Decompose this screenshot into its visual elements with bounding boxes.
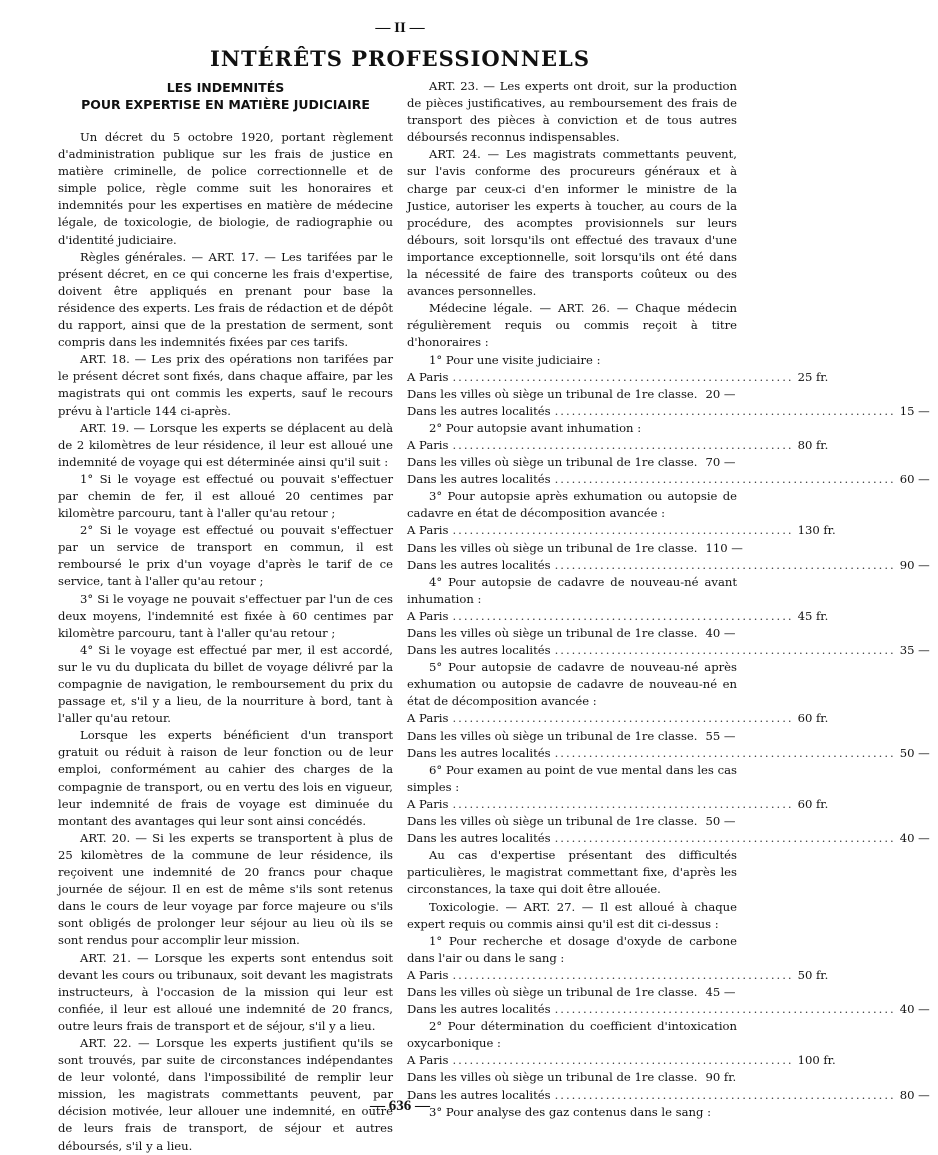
fee-label: Dans les villes où siège un tribunal de 1re classe. <box>407 540 698 555</box>
fee-row <box>407 967 829 984</box>
dot-leader: ............................................................ <box>554 1087 896 1102</box>
dot-leader: ............................................................ <box>452 523 794 538</box>
fee-amount: 110 — <box>705 540 743 555</box>
left-column <box>58 78 393 1155</box>
paragraph: ART. 21. — Lorsque les experts sont entendus soit devant les cours ou tribunaux, soit devant les magistrats instructeurs, à l'occasion de la mission qui leur est confiée, il leur est alloué une indemnité de 20 francs, outre leurs frais de transport et de séjour, s'il y a lieu. <box>58 950 393 1033</box>
fee-amount: 20 — <box>705 386 736 401</box>
fee-heading: 5° Pour autopsie de cadavre de nouveau-né après exhumation ou autopsie de cadavre de nouveau-né en état de décomposition avancée : <box>407 660 737 709</box>
fee-label: A Paris <box>407 608 449 623</box>
fee-heading: 6° Pour examen au point de vue mental dans les cas simples : <box>407 762 737 794</box>
fee-label: Dans les autres localités <box>407 831 551 846</box>
fee-heading: 2° Pour détermination du coefficient d'intoxication oxycarbonique : <box>407 1019 737 1051</box>
fee-label: Dans les villes où siège un tribunal de 1re classe. <box>407 626 698 640</box>
fee-label: Dans les villes où siège un tribunal de 1re classe. <box>407 728 698 743</box>
paragraph: Règles générales. — ART. 17. — Les tarifées par le présent décret, en ce qui concerne les frais d'expertise, doivent être appliqués en prenant pour base la résidence des experts. Les frais de rédaction et de dépôt du rapport, ainsi que de la prestation de serment, sont compris dans les indemnités fixées par ces tarifs. <box>58 249 393 350</box>
fee-label: Dans les autres localités <box>407 1002 551 1017</box>
dot-leader: ............................................................ <box>452 967 794 982</box>
fee-amount: 15 — <box>899 403 930 418</box>
fee-row <box>407 608 829 625</box>
fee-section <box>407 574 930 659</box>
fee-heading: 2° Pour autopsie avant inhumation : <box>429 420 642 435</box>
fee-amount: 90 — <box>899 557 930 572</box>
fee-label: A Paris <box>407 437 449 452</box>
fee-amount: 35 — <box>899 643 930 658</box>
paragraph: ART. 24. — Les magistrats commettants peuvent, sur l'avis conforme des procureurs généraux et à charge par ceux-ci d'en informer le ministre de la Justice, autoriser les experts à toucher, au cours de la procédure, des acomptes provisionnels sur leurs débours, soit lorsqu'ils ont effectué des travaux d'une importance exceptionnelle, soit lorsqu'ils ont été dans la nécessité de faire des transports coûteux ou des avances personnelles. <box>407 147 737 299</box>
dot-leader: ............................................................ <box>452 608 794 623</box>
paragraph: Au cas d'expertise présentant des difficultés particulières, le magistrat commettant fixe, d'après les circonstances, la taxe qui doit être allouée. <box>407 848 737 897</box>
fee-row <box>407 369 829 386</box>
fee-heading: 1° Pour une visite judiciaire : <box>429 352 601 367</box>
fee-amount: 90 fr. <box>705 1070 737 1085</box>
paragraph: 1° Si le voyage est effectué ou pouvait s'effectuer par chemin de fer, il est alloué 20 centimes par kilomètre parcouru, tant à l'aller qu'au retour ; <box>58 471 393 521</box>
fee-amount: 50 — <box>899 745 930 760</box>
fee-label: Dans les autres localités <box>407 472 551 487</box>
fee-label: Dans les autres localités <box>407 403 551 418</box>
fee-row <box>407 813 737 830</box>
fee-row <box>407 522 836 539</box>
dot-leader: ............................................................ <box>554 831 896 846</box>
fee-row <box>407 540 743 557</box>
fee-row <box>407 625 737 642</box>
dot-leader: ............................................................ <box>554 1002 896 1017</box>
fee-row <box>407 454 737 471</box>
fee-section <box>407 1018 930 1103</box>
fee-row <box>407 1052 836 1069</box>
fee-row <box>407 642 930 659</box>
article-title <box>58 80 393 113</box>
fee-label: Dans les villes où siège un tribunal de 1re classe. <box>407 455 698 470</box>
dot-leader: ............................................................ <box>554 643 896 658</box>
fee-row <box>407 403 930 420</box>
fee-label: A Paris <box>407 369 449 384</box>
fee-section <box>407 420 930 488</box>
fee-row <box>407 796 829 813</box>
paragraph: 4° Si le voyage est effectué par mer, il est accordé, sur le vu du duplicata du billet de voyage délivré par la compagnie de navigation, le remboursement du prix du passage et, s'il y a lieu, de la nourriture à bord, tant à l'aller qu'au retour. <box>58 642 393 726</box>
fee-label: A Paris <box>407 711 449 726</box>
fee-label: Dans les villes où siège un tribunal de 1re classe. <box>407 1070 698 1085</box>
paragraph: ART. 19. — Lorsque les experts se déplacent au delà de 2 kilomètres de leur résidence, il leur est alloué une indemnité de voyage qui est déterminée ainsi qu'il suit : <box>58 420 393 469</box>
fee-row <box>407 437 829 454</box>
fee-amount: 130 fr. <box>797 523 836 538</box>
fee-label: Dans les autres localités <box>407 745 551 760</box>
fee-section <box>407 762 930 847</box>
fee-heading: 3° Pour autopsie après exhumation ou autopsie de cadavre en état de décomposition avancée : <box>407 489 737 521</box>
fee-label: A Paris <box>407 1053 449 1068</box>
paragraph: ART. 22. — Lorsque les experts justifient qu'ils se sont trouvés, par suite de circonstances indépendantes de leur volonté, dans l'impossibilité de remplir leur mission, les magistrats commettants peuvent, par décision motivée, leur allouer une indemnité, en outre de leurs frais de transport, de séjour et autres déboursés, s'il y a lieu. <box>58 1035 393 1153</box>
paragraph: 3° Si le voyage ne pouvait s'effectuer par l'un de ces deux moyens, l'indemnité est fixée à 60 centimes par kilomètre parcouru, tant à l'aller qu'au retour ; <box>58 591 393 640</box>
fee-amount: 60 — <box>899 472 930 487</box>
paragraph: ART. 23. — Les experts ont droit, sur la production de pièces justificatives, au remboursement des frais de transport des pièces à conviction et de tous autres déboursés reconnus indispensables. <box>407 79 737 145</box>
fee-amount: 50 — <box>705 814 736 829</box>
fee-row <box>407 745 930 762</box>
fee-label: Dans les villes où siège un tribunal de 1re classe. <box>407 386 698 401</box>
fee-label: A Paris <box>407 796 449 811</box>
fee-row <box>407 1001 930 1018</box>
dot-leader: ............................................................ <box>452 711 794 726</box>
fee-label: A Paris <box>407 967 449 982</box>
fee-section <box>407 933 930 1018</box>
fee-amount: 100 fr. <box>797 1053 836 1068</box>
page-number: — 636 — <box>370 1098 430 1114</box>
fee-amount: 40 — <box>899 1002 930 1017</box>
fee-heading: 4° Pour autopsie de cadavre de nouveau-né avant inhumation : <box>407 574 737 606</box>
fee-amount: 40 — <box>899 831 930 846</box>
dot-leader: ............................................................ <box>554 557 896 572</box>
fee-label: A Paris <box>407 523 449 538</box>
paragraph: 2° Si le voyage est effectué ou pouvait s'effectuer par un service de transport en commun, il est remboursé le prix d'un voyage d'après le tarif de ce service, tant à l'aller qu'au retour ; <box>58 523 393 589</box>
dot-leader: ............................................................ <box>554 472 896 487</box>
fee-amount: 60 fr. <box>797 796 829 811</box>
fee-label: Dans les villes où siège un tribunal de 1re classe. <box>407 984 698 999</box>
folio: — II — <box>375 20 425 36</box>
fee-row <box>407 1069 737 1086</box>
page-title: INTÉRÊTS PROFESSIONNELS <box>210 46 590 71</box>
fee-amount: 50 fr. <box>797 967 829 982</box>
fee-amount: 45 — <box>705 984 736 999</box>
fee-amount: 70 — <box>705 455 736 470</box>
article-title-line-2: POUR EXPERTISE EN MATIÈRE JUDICIAIRE <box>81 96 370 112</box>
fee-row <box>407 557 930 574</box>
paragraph: ART. 18. — Les prix des opérations non tarifées par le présent décret sont fixés, dans chaque affaire, par les magistrats qui ont commis les experts, sauf le recours prévu à l'article 144 ci-après. <box>58 352 393 418</box>
fee-amount: 55 — <box>705 728 736 743</box>
fee-amount: 40 — <box>705 626 736 640</box>
fee-section <box>407 659 930 762</box>
article-title-line-1: LES INDEMNITÉS <box>166 80 285 95</box>
dot-leader: ............................................................ <box>452 1053 794 1068</box>
fee-label: Dans les villes où siège un tribunal de 1re classe. <box>407 814 698 829</box>
fee-heading: 1° Pour recherche et dosage d'oxyde de carbone dans l'air ou dans le sang : <box>407 933 737 965</box>
fee-amount: 60 fr. <box>797 711 829 726</box>
fee-label: Dans les autres localités <box>407 557 551 572</box>
dot-leader: ............................................................ <box>554 745 896 760</box>
dot-leader: ............................................................ <box>452 437 794 452</box>
fee-row <box>407 830 930 847</box>
paragraph: Toxicologie. — ART. 27. — Il est alloué à chaque expert requis ou commis ainsi qu'il est dit ci-dessus : <box>407 899 737 931</box>
fee-label: Dans les autres localités <box>407 643 551 658</box>
fee-section <box>407 488 930 573</box>
fee-row <box>407 710 829 727</box>
fee-row <box>407 984 737 1001</box>
fee-row <box>407 728 737 745</box>
dot-leader: ............................................................ <box>554 403 896 418</box>
dot-leader: ............................................................ <box>452 369 794 384</box>
fee-amount: 45 fr. <box>797 608 829 623</box>
fee-amount: 25 fr. <box>797 369 829 384</box>
paragraph: Médecine légale. — ART. 26. — Chaque médecin régulièrement requis ou commis reçoit à titre d'honoraires : <box>407 301 737 350</box>
paragraph: 3° Pour analyse des gaz contenus dans le sang : <box>429 1104 712 1119</box>
fee-row <box>407 386 737 403</box>
fee-section <box>407 352 930 420</box>
dot-leader: ............................................................ <box>452 796 794 811</box>
paragraph: Lorsque les experts bénéficient d'un transport gratuit ou réduit à raison de leur fonction ou de leur emploi, conformément au cahier des charges de la compagnie de transport, ou en vertu des lois en vigueur, leur indemnité de frais de voyage est diminuée du montant des avantages qui leur sont ainsi concédés. <box>58 728 393 828</box>
fee-amount: 80 — <box>899 1087 930 1102</box>
fee-label: Dans les autres localités <box>407 1087 551 1102</box>
fee-amount: 80 fr. <box>797 437 829 452</box>
paragraph: Un décret du 5 octobre 1920, portant règlement d'administration publique sur les frais de justice en matière criminelle, de police correctionnelle et de simple police, règle comme suit les honoraires et indemnités pour les expertises en matière de médecine légale, de toxicologie, de biologie, de radiographie ou d'identité judiciaire. <box>58 130 393 247</box>
paragraph: ART. 20. — Si les experts se transportent à plus de 25 kilomètres de la commune de leur résidence, ils reçoivent une indemnité de 20 francs pour chaque journée de séjour. Il en est de même s'ils sont retenus dans le cours de leur voyage par force majeure ou s'ils sont obligés de prolonger leur séjour au lieu où ils se sont rendus pour accomplir leur mission. <box>58 830 393 948</box>
fee-row <box>407 471 930 488</box>
right-column <box>407 78 930 1121</box>
